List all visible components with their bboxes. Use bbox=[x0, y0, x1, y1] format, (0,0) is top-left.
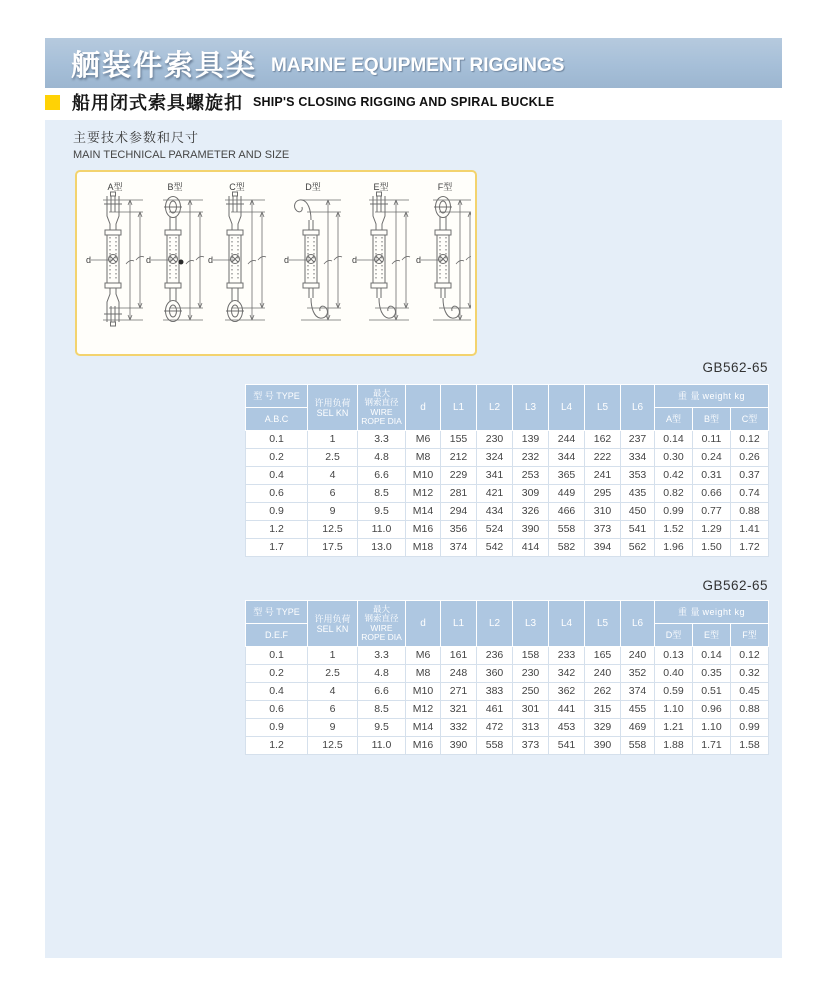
col-swl: 许用负荷 SEL KN bbox=[308, 385, 358, 431]
cell: 362 bbox=[549, 683, 585, 701]
cell: 0.37 bbox=[731, 467, 769, 485]
col-d: d bbox=[406, 601, 441, 647]
cell: 0.66 bbox=[693, 485, 731, 503]
cell: 162 bbox=[585, 431, 621, 449]
col-weight-f: F型 bbox=[731, 624, 769, 647]
cell: 373 bbox=[513, 737, 549, 755]
cell: 0.88 bbox=[731, 503, 769, 521]
cell: 0.88 bbox=[731, 701, 769, 719]
table-row bbox=[246, 503, 769, 521]
cell: 2.5 bbox=[308, 665, 358, 683]
cell: 0.14 bbox=[693, 647, 731, 665]
cell: 240 bbox=[621, 647, 655, 665]
cell: 232 bbox=[513, 449, 549, 467]
cell: 271 bbox=[441, 683, 477, 701]
table-row bbox=[246, 539, 769, 557]
col-type-sub: A.B.C bbox=[246, 408, 308, 431]
cell: M8 bbox=[406, 665, 441, 683]
cell: 332 bbox=[441, 719, 477, 737]
col-L1: L1 bbox=[441, 385, 477, 431]
cell: 250 bbox=[513, 683, 549, 701]
subtitle-zh: 主要技术参数和尺寸 bbox=[73, 130, 200, 145]
cell: 0.31 bbox=[693, 467, 731, 485]
cell: 334 bbox=[621, 449, 655, 467]
cell: 383 bbox=[477, 683, 513, 701]
cell: 1.52 bbox=[655, 521, 693, 539]
cell: 0.45 bbox=[731, 683, 769, 701]
col-L5: L5 bbox=[585, 385, 621, 431]
table-row bbox=[246, 431, 769, 449]
section-heading bbox=[45, 90, 782, 114]
col-weight-group: 重 量 weight kg bbox=[655, 601, 769, 624]
cell: 562 bbox=[621, 539, 655, 557]
cell: 0.96 bbox=[693, 701, 731, 719]
cell: 441 bbox=[549, 701, 585, 719]
cell: 1.71 bbox=[693, 737, 731, 755]
cell: 244 bbox=[549, 431, 585, 449]
cell: 0.1 bbox=[246, 431, 308, 449]
cell: 1.96 bbox=[655, 539, 693, 557]
cell: 236 bbox=[477, 647, 513, 665]
col-weight-c: C型 bbox=[731, 408, 769, 431]
cell: 1.21 bbox=[655, 719, 693, 737]
cell: 8.5 bbox=[358, 701, 406, 719]
cell: 453 bbox=[549, 719, 585, 737]
cell: 17.5 bbox=[308, 539, 358, 557]
cell: M6 bbox=[406, 647, 441, 665]
cell: 0.4 bbox=[246, 683, 308, 701]
table-row bbox=[246, 467, 769, 485]
cell: 0.11 bbox=[693, 431, 731, 449]
col-L4: L4 bbox=[549, 385, 585, 431]
technical-drawing-box bbox=[75, 170, 477, 356]
cell: 0.13 bbox=[655, 647, 693, 665]
cell: 353 bbox=[621, 467, 655, 485]
subtitle-block bbox=[73, 127, 289, 161]
cell: 0.77 bbox=[693, 503, 731, 521]
cell: 0.40 bbox=[655, 665, 693, 683]
cell: 237 bbox=[621, 431, 655, 449]
figure-label: F型 bbox=[437, 182, 453, 192]
cell: 1.58 bbox=[731, 737, 769, 755]
cell: 6 bbox=[308, 701, 358, 719]
cell: 0.30 bbox=[655, 449, 693, 467]
banner-title-zh: 舾装件索具类 bbox=[71, 49, 258, 82]
cell: 4 bbox=[308, 467, 358, 485]
cell: 1.2 bbox=[246, 521, 308, 539]
table-row bbox=[246, 485, 769, 503]
col-d: d bbox=[406, 385, 441, 431]
col-L1: L1 bbox=[441, 601, 477, 647]
col-L4: L4 bbox=[549, 601, 585, 647]
dim-d-label: d bbox=[284, 255, 290, 265]
cell: 294 bbox=[441, 503, 477, 521]
cell: 230 bbox=[513, 665, 549, 683]
col-wire-dia: 最大 钢索直径 WIRE ROPE DIA bbox=[358, 385, 406, 431]
cell: 13.0 bbox=[358, 539, 406, 557]
banner-title-en: MARINE EQUIPMENT RIGGINGS bbox=[271, 55, 565, 76]
cell: 469 bbox=[621, 719, 655, 737]
cell: 158 bbox=[513, 647, 549, 665]
cell: 313 bbox=[513, 719, 549, 737]
table-row bbox=[246, 647, 769, 665]
subtitle-en: MAIN TECHNICAL PARAMETER AND SIZE bbox=[73, 149, 290, 161]
table-row bbox=[246, 701, 769, 719]
table-row bbox=[246, 665, 769, 683]
cell: 0.26 bbox=[731, 449, 769, 467]
cell: 9 bbox=[308, 503, 358, 521]
cell: M14 bbox=[406, 719, 441, 737]
cell: 1.29 bbox=[693, 521, 731, 539]
table-row bbox=[246, 683, 769, 701]
cell: 0.2 bbox=[246, 449, 308, 467]
col-weight-d: D型 bbox=[655, 624, 693, 647]
cell: 1.88 bbox=[655, 737, 693, 755]
cell: 0.99 bbox=[731, 719, 769, 737]
cell: 558 bbox=[477, 737, 513, 755]
spec-table-def bbox=[245, 600, 769, 755]
cell: 0.42 bbox=[655, 467, 693, 485]
col-wire-dia: 最大 钢索直径 WIRE ROPE DIA bbox=[358, 601, 406, 647]
figure-label: D型 bbox=[305, 182, 321, 192]
standard-code-2: GB562-65 bbox=[702, 578, 768, 593]
cell: 360 bbox=[477, 665, 513, 683]
cell: 0.82 bbox=[655, 485, 693, 503]
col-type: 型 号 TYPE bbox=[246, 385, 308, 408]
table-row bbox=[246, 521, 769, 539]
spec-table-abc bbox=[245, 384, 769, 557]
cell: M18 bbox=[406, 539, 441, 557]
cell: 8.5 bbox=[358, 485, 406, 503]
page-banner bbox=[45, 38, 782, 88]
figure-label: B型 bbox=[167, 182, 183, 192]
cell: 1.50 bbox=[693, 539, 731, 557]
cell: M16 bbox=[406, 521, 441, 539]
col-L2: L2 bbox=[477, 601, 513, 647]
cell: 301 bbox=[513, 701, 549, 719]
cell: 1.72 bbox=[731, 539, 769, 557]
cell: 435 bbox=[621, 485, 655, 503]
cell: 11.0 bbox=[358, 521, 406, 539]
cell: 212 bbox=[441, 449, 477, 467]
cell: 1.2 bbox=[246, 737, 308, 755]
cell: 342 bbox=[549, 665, 585, 683]
cell: 6 bbox=[308, 485, 358, 503]
col-L3: L3 bbox=[513, 601, 549, 647]
cell: 542 bbox=[477, 539, 513, 557]
cell: 0.9 bbox=[246, 719, 308, 737]
spec-table-def-body bbox=[246, 647, 769, 755]
col-L5: L5 bbox=[585, 601, 621, 647]
cell: 9 bbox=[308, 719, 358, 737]
cell: 0.12 bbox=[731, 431, 769, 449]
cell: M10 bbox=[406, 683, 441, 701]
col-L6: L6 bbox=[621, 385, 655, 431]
figure-label: C型 bbox=[229, 182, 245, 192]
cell: 2.5 bbox=[308, 449, 358, 467]
col-type: 型 号 TYPE bbox=[246, 601, 308, 624]
cell: 344 bbox=[549, 449, 585, 467]
cell: 165 bbox=[585, 647, 621, 665]
cell: 240 bbox=[585, 665, 621, 683]
cell: 461 bbox=[477, 701, 513, 719]
cell: M8 bbox=[406, 449, 441, 467]
cell: 1 bbox=[308, 647, 358, 665]
dim-d-label: d bbox=[146, 255, 152, 265]
col-swl: 许用负荷 SEL KN bbox=[308, 601, 358, 647]
cell: 541 bbox=[549, 737, 585, 755]
cell: 11.0 bbox=[358, 737, 406, 755]
col-L2: L2 bbox=[477, 385, 513, 431]
cell: 9.5 bbox=[358, 719, 406, 737]
cell: 1.10 bbox=[655, 701, 693, 719]
cell: 1.7 bbox=[246, 539, 308, 557]
cell: 329 bbox=[585, 719, 621, 737]
cell: 365 bbox=[549, 467, 585, 485]
dim-d-label: d bbox=[352, 255, 358, 265]
section-title-en: SHIP'S CLOSING RIGGING AND SPIRAL BUCKLE bbox=[253, 95, 555, 109]
cell: 4.8 bbox=[358, 665, 406, 683]
cell: 373 bbox=[585, 521, 621, 539]
cell: 582 bbox=[549, 539, 585, 557]
col-type-sub: D.E.F bbox=[246, 624, 308, 647]
col-weight-a: A型 bbox=[655, 408, 693, 431]
cell: 414 bbox=[513, 539, 549, 557]
cell: 0.12 bbox=[731, 647, 769, 665]
col-L6: L6 bbox=[621, 601, 655, 647]
figure-label: E型 bbox=[373, 182, 389, 192]
yellow-bullet-icon bbox=[45, 95, 60, 110]
cell: 390 bbox=[585, 737, 621, 755]
cell: 1 bbox=[308, 431, 358, 449]
cell: 466 bbox=[549, 503, 585, 521]
col-weight-group: 重 量 weight kg bbox=[655, 385, 769, 408]
cell: 230 bbox=[477, 431, 513, 449]
standard-code-1: GB562-65 bbox=[702, 360, 768, 375]
cell: 390 bbox=[513, 521, 549, 539]
cell: 253 bbox=[513, 467, 549, 485]
cell: 4 bbox=[308, 683, 358, 701]
cell: 341 bbox=[477, 467, 513, 485]
cell: 155 bbox=[441, 431, 477, 449]
cell: 0.1 bbox=[246, 647, 308, 665]
cell: 449 bbox=[549, 485, 585, 503]
table-row bbox=[246, 449, 769, 467]
section-title-zh: 船用闭式索具螺旋扣 bbox=[72, 93, 243, 113]
cell: 0.9 bbox=[246, 503, 308, 521]
cell: M12 bbox=[406, 485, 441, 503]
dim-d-label: d bbox=[208, 255, 214, 265]
cell: 233 bbox=[549, 647, 585, 665]
cell: 558 bbox=[549, 521, 585, 539]
cell: 6.6 bbox=[358, 467, 406, 485]
cell: 374 bbox=[441, 539, 477, 557]
figure-label: A型 bbox=[107, 182, 123, 192]
cell: 262 bbox=[585, 683, 621, 701]
cell: 281 bbox=[441, 485, 477, 503]
cell: 324 bbox=[477, 449, 513, 467]
col-L3: L3 bbox=[513, 385, 549, 431]
cell: 0.2 bbox=[246, 665, 308, 683]
cell: 421 bbox=[477, 485, 513, 503]
cell: M16 bbox=[406, 737, 441, 755]
cell: 472 bbox=[477, 719, 513, 737]
cell: 4.8 bbox=[358, 449, 406, 467]
cell: 0.14 bbox=[655, 431, 693, 449]
col-weight-e: E型 bbox=[693, 624, 731, 647]
col-weight-b: B型 bbox=[693, 408, 731, 431]
cell: 309 bbox=[513, 485, 549, 503]
content-panel bbox=[45, 120, 782, 958]
cell: 229 bbox=[441, 467, 477, 485]
cell: 326 bbox=[513, 503, 549, 521]
dim-d-label: d bbox=[86, 255, 92, 265]
cell: 241 bbox=[585, 467, 621, 485]
cell: 0.24 bbox=[693, 449, 731, 467]
cell: 6.6 bbox=[358, 683, 406, 701]
cell: 0.6 bbox=[246, 701, 308, 719]
cell: 0.4 bbox=[246, 467, 308, 485]
cell: 310 bbox=[585, 503, 621, 521]
cell: 356 bbox=[441, 521, 477, 539]
cell: 0.51 bbox=[693, 683, 731, 701]
cell: 524 bbox=[477, 521, 513, 539]
cell: 1.41 bbox=[731, 521, 769, 539]
cell: M14 bbox=[406, 503, 441, 521]
cell: 0.59 bbox=[655, 683, 693, 701]
cell: 0.6 bbox=[246, 485, 308, 503]
table-row bbox=[246, 737, 769, 755]
cell: 558 bbox=[621, 737, 655, 755]
cell: 0.99 bbox=[655, 503, 693, 521]
cell: 12.5 bbox=[308, 521, 358, 539]
cell: 390 bbox=[441, 737, 477, 755]
cell: 0.74 bbox=[731, 485, 769, 503]
cell: 0.32 bbox=[731, 665, 769, 683]
cell: 450 bbox=[621, 503, 655, 521]
cell: 352 bbox=[621, 665, 655, 683]
cell: 394 bbox=[585, 539, 621, 557]
cell: 139 bbox=[513, 431, 549, 449]
cell: 541 bbox=[621, 521, 655, 539]
cell: 0.35 bbox=[693, 665, 731, 683]
cell: 3.3 bbox=[358, 647, 406, 665]
cell: 12.5 bbox=[308, 737, 358, 755]
cell: 3.3 bbox=[358, 431, 406, 449]
cell: 315 bbox=[585, 701, 621, 719]
turnbuckle-types-drawing bbox=[77, 172, 471, 350]
cell: 222 bbox=[585, 449, 621, 467]
cell: 1.10 bbox=[693, 719, 731, 737]
cell: 374 bbox=[621, 683, 655, 701]
cell: M6 bbox=[406, 431, 441, 449]
cell: 9.5 bbox=[358, 503, 406, 521]
spec-table-abc-body bbox=[246, 431, 769, 557]
cell: 321 bbox=[441, 701, 477, 719]
cell: 455 bbox=[621, 701, 655, 719]
table-row bbox=[246, 719, 769, 737]
cell: 161 bbox=[441, 647, 477, 665]
cell: 248 bbox=[441, 665, 477, 683]
cell: M12 bbox=[406, 701, 441, 719]
cell: M10 bbox=[406, 467, 441, 485]
dim-d-label: d bbox=[416, 255, 422, 265]
cell: 295 bbox=[585, 485, 621, 503]
cell: 434 bbox=[477, 503, 513, 521]
